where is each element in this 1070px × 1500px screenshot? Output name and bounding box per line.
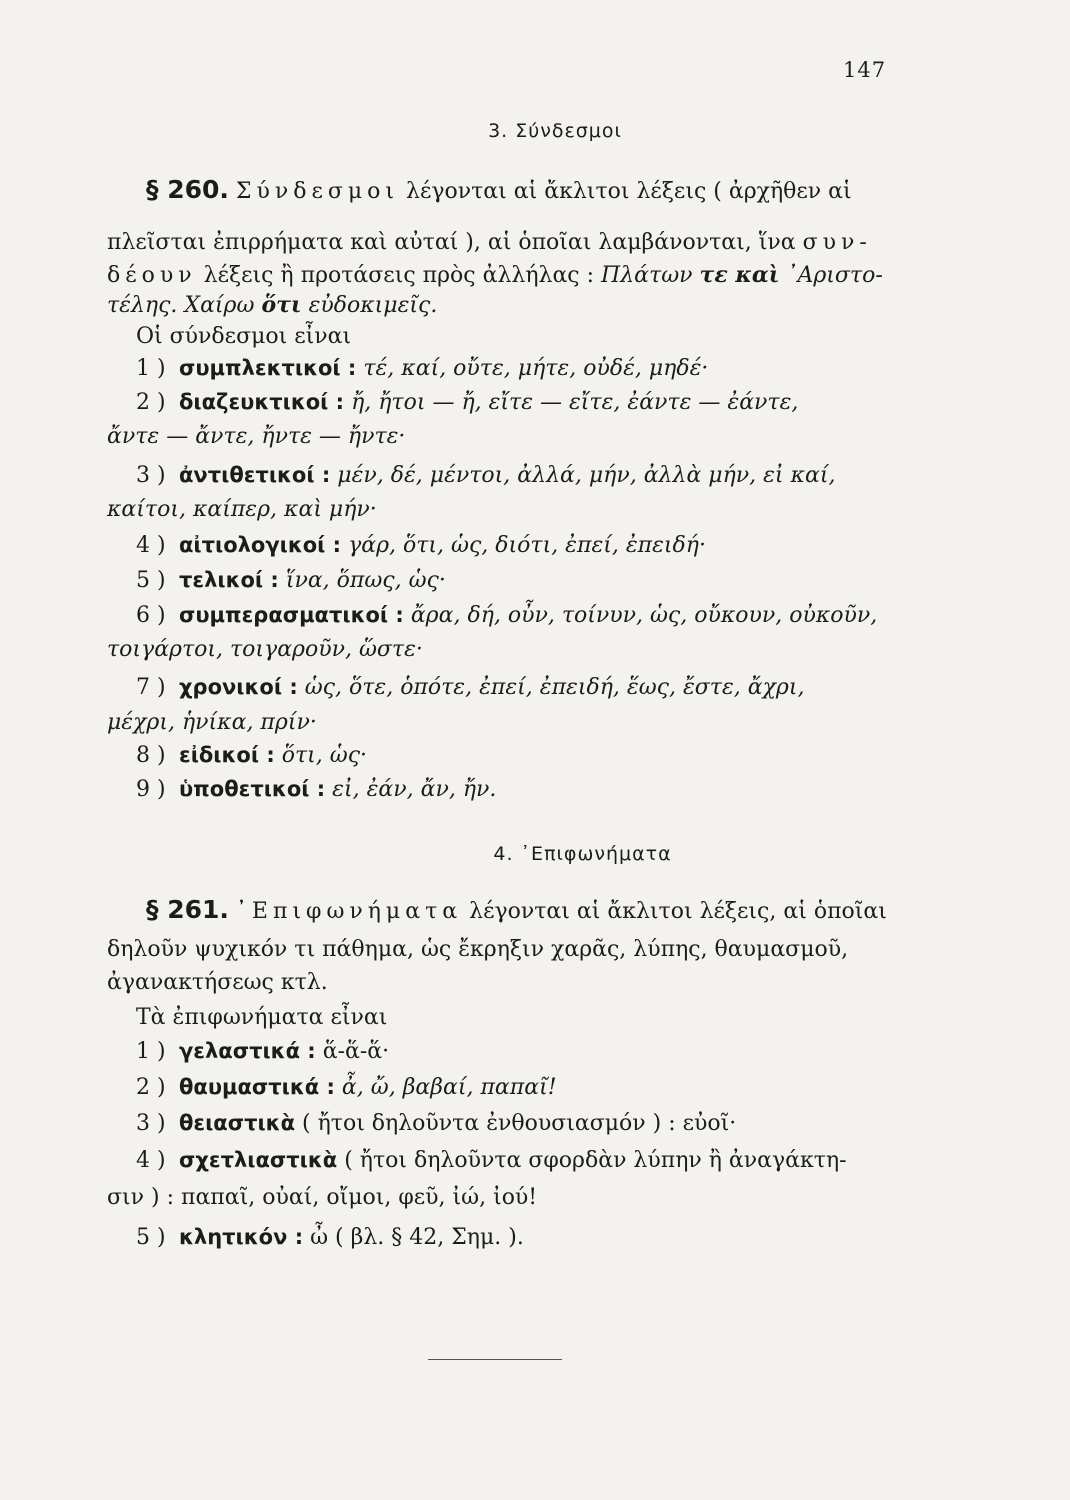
- list-item: [136, 774, 496, 805]
- item-number: 7 ): [136, 675, 166, 700]
- list-item: [136, 1072, 557, 1103]
- item-number: 3 ): [136, 463, 166, 488]
- paragraph-260-line-2: [107, 228, 872, 258]
- list-item: [136, 530, 706, 561]
- section-heading-conjunctions: 3. Σύνδεσμοι: [488, 120, 622, 142]
- item-term: συμπερασματικοί :: [179, 603, 404, 627]
- item-examples: γάρ, ὅτι, ὡς, διότι, ἐπεί, ἐπειδή·: [348, 533, 706, 558]
- interjections-intro: Τὰ ἐπιφωνήματα εἶναι: [136, 1005, 388, 1030]
- example-word: τέλης. Χαίρω: [107, 293, 255, 318]
- item-term: εἰδικοί :: [179, 743, 275, 767]
- item-number: 5 ): [136, 568, 166, 593]
- item-examples: τέ, καί, οὔτε, μήτε, οὐδέ, μηδέ·: [363, 356, 709, 381]
- list-item: [136, 1145, 847, 1176]
- item-number: 6 ): [136, 603, 166, 628]
- paragraph-261-line-1: [146, 895, 887, 927]
- item-number: 9 ): [136, 777, 166, 802]
- item-term: κλητικόν :: [179, 1225, 304, 1249]
- term-syndesmoi: Σύνδεσμοι: [235, 179, 400, 204]
- item-term: χρονικοί :: [179, 675, 298, 699]
- item-examples: ἄρα, δή, οὖν, τοίνυν, ὡς, οὔκουν, οὐκοῦν,: [410, 603, 878, 628]
- item-examples: ὡς, ὅτε, ὁπότε, ἐπεί, ἐπειδή, ἕως, ἔστε, ἄχρι,: [304, 675, 805, 700]
- list-item: [136, 672, 804, 703]
- section-mark-260: § 260.: [146, 175, 229, 204]
- list-item: [136, 600, 877, 631]
- item-examples: ὦ ( βλ. § 42, Σημ. ).: [310, 1225, 524, 1250]
- item-number: 4 ): [136, 533, 166, 558]
- section-mark-261: § 261.: [146, 895, 229, 924]
- paragraph-text: πλεῖσται ἐπιρρήματα καὶ αὐταί ), αἱ ὁποῖαι λαμβάνονται, ἵνα: [107, 230, 796, 255]
- list-item: [136, 565, 446, 596]
- item-term: θαυμαστικά :: [179, 1075, 335, 1099]
- item-number: 1 ): [136, 1039, 166, 1064]
- item-examples: ἅ-ἅ-ἅ·: [322, 1039, 390, 1064]
- item-term: ὑποθετικοί :: [179, 777, 326, 801]
- paragraph-261-line-3: ἀγανακτήσεως κτλ.: [107, 970, 328, 995]
- item-term: συμπλεκτικοί :: [179, 356, 357, 380]
- item-examples: ἵνα, ὅπως, ὡς·: [285, 568, 446, 593]
- item-examples: ( ἤτοι δηλοῦντα σφορδὰν λύπην ἢ ἀναγάκτη-: [344, 1148, 847, 1173]
- paragraph-261-line-2: δηλοῦν ψυχικόν τι πάθημα, ὡς ἔκρηξιν χαρᾶς, λύπης, θαυμασμοῦ,: [107, 937, 849, 962]
- item-term: σχετλιαστικὰ: [179, 1148, 338, 1172]
- term-epifonimata: ᾿Επιφωνήματα: [235, 899, 463, 924]
- item-continuation: ἄντε — ἄντε, ἤντε — ἤντε·: [107, 424, 406, 449]
- item-continuation: μέχρι, ἡνίκα, πρίν·: [107, 710, 317, 735]
- item-number: 2 ): [136, 390, 166, 415]
- section-heading-interjections: 4. ᾿Επιφωνήματα: [493, 843, 672, 865]
- item-number: 8 ): [136, 743, 166, 768]
- item-term: διαζευκτικοί :: [179, 390, 345, 414]
- item-continuation: σιν ) : παπαῖ, οὐαί, οἴμοι, φεῦ, ἰώ, ἰού!: [107, 1185, 538, 1210]
- item-examples: εἰ, ἐάν, ἄν, ἤν.: [332, 777, 497, 802]
- example-conjunction: ὅτι: [261, 292, 302, 318]
- list-item: [136, 1036, 389, 1067]
- closing-rule: [428, 1359, 562, 1360]
- item-examples: μέν, δέ, μέντοι, ἀλλά, μήν, ἀλλὰ μήν, εἰ καί,: [337, 463, 836, 488]
- paragraph-text: λέξεις ἢ προτάσεις πρὸς ἀλλήλας :: [203, 263, 595, 288]
- item-term: ἀντιθετικοί :: [179, 463, 331, 487]
- item-examples: ( ἤτοι δηλοῦντα ἐνθουσιασμόν ) : εὐοῖ·: [302, 1111, 737, 1136]
- item-continuation: καίτοι, καίπερ, καὶ μήν·: [107, 497, 377, 522]
- list-item: [136, 460, 835, 491]
- item-number: 4 ): [136, 1148, 166, 1173]
- paragraph-260-line-3: [107, 260, 883, 291]
- paragraph-260-line-4: [107, 290, 437, 321]
- item-number: 5 ): [136, 1225, 166, 1250]
- example-word: Πλάτων: [601, 263, 693, 288]
- paragraph-text: λέγονται αἱ ἄκλιτοι λέξεις ( ἀρχῆθεν αἱ: [406, 179, 852, 204]
- conjunctions-intro: Οἱ σύνδεσμοι εἶναι: [136, 324, 352, 349]
- list-item: [136, 1222, 524, 1253]
- paragraph-260-line-1: [146, 175, 852, 207]
- example-conjunction: τε καὶ: [699, 262, 780, 288]
- page-number: 147: [843, 58, 887, 82]
- list-item: [136, 1108, 736, 1139]
- list-item: [136, 353, 708, 384]
- item-number: 2 ): [136, 1075, 166, 1100]
- list-item: [136, 740, 367, 771]
- example-word: εὐδοκιμεῖς.: [308, 293, 438, 318]
- paragraph-text: λέγονται αἱ ἄκλιτοι λέξεις, αἱ ὁποῖαι: [469, 899, 887, 924]
- item-continuation: τοιγάρτοι, τοιγαροῦν, ὥστε·: [107, 637, 423, 662]
- item-term: θειαστικὰ: [179, 1111, 296, 1135]
- item-number: 3 ): [136, 1111, 166, 1136]
- item-examples: ἤ, ἤτοι — ἤ, εἴτε — εἴτε, ἐάντε — ἐάντε,: [351, 390, 799, 415]
- example-word: ᾿Αριστο-: [786, 263, 883, 288]
- spaced-word: δέουν: [107, 263, 197, 288]
- item-examples: ἆ, ὤ, βαβαί, παπαῖ!: [341, 1075, 557, 1100]
- item-number: 1 ): [136, 356, 166, 381]
- item-term: αἰτιολογικοί :: [179, 533, 342, 557]
- spaced-word: συν-: [802, 230, 872, 255]
- item-term: γελαστικά :: [179, 1039, 316, 1063]
- item-examples: ὅτι, ὡς·: [281, 743, 368, 768]
- list-item: [136, 387, 798, 418]
- item-term: τελικοί :: [179, 568, 279, 592]
